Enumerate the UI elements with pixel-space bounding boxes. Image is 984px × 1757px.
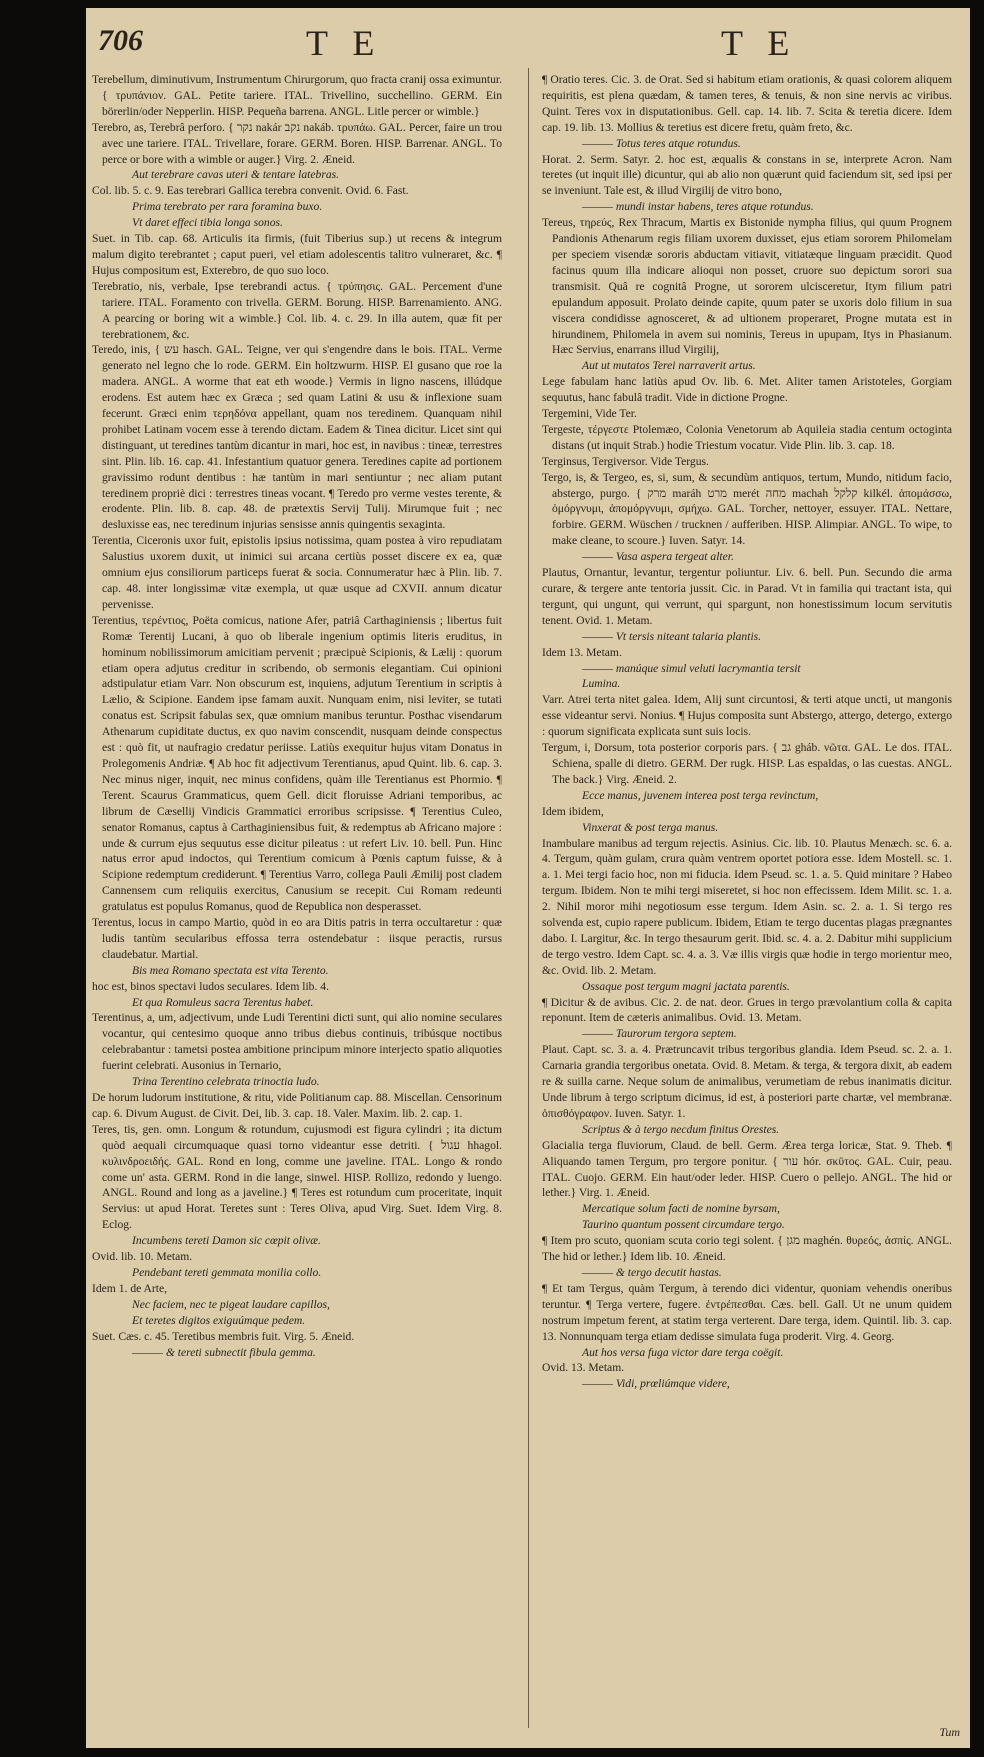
paragraph: Suet. Cæs. c. 45. Teretibus membris fuit. Virg. 5. Æneid. xyxy=(92,1329,355,1343)
dictionary-entry: Tergum, i, Dorsum, tota posterior corporis pars. { גב gháb. νῶτα. GAL. Le dos. ITAL. Schiena, spalle di dietro. GERM. Der rugk. HISP. Las espaldas, o las cuestas. ANGL. The back.} Virg. Æneid. 2. xyxy=(542,741,952,786)
verse-quotation: Aut hos versa fuga victor dare terga coëgit. xyxy=(582,1345,784,1359)
paragraph: Horat. 2. Serm. Satyr. 2. hoc est, æqualis & constans in se, interprete Acron. Nam teretes (ut inquit ille) dicuntur, qui ab alio non quærunt quid faciendum sit, sed ipsi per se inveniunt. Tale est, & illud Virgilij de vitro bono, xyxy=(542,152,952,198)
verse-quotation: Scriptus & à tergo necdum finitus Orestes. xyxy=(582,1122,780,1136)
paragraph: Col. lib. 5. c. 9. Eas terebrari Gallica terebra convenit. Ovid. 6. Fast. xyxy=(92,184,409,198)
verse-quotation: Vt daret effeci tibia longa sonos. xyxy=(132,216,283,230)
page-number: 706 xyxy=(98,24,143,57)
dictionary-entry: Terentius, τερέντιος, Poëta comicus, natione Afer, patriâ Carthaginiensis ; libertus fuit Romæ Terentij Lucani, à quo ob liberale ingenium optimis literis eruditus, in hominum nobilissimorum amicitiam pervenit ; præcipuè Scipionis, & Lælij : quorum etiam opera adjutus creditur in scribendo, ob sermonis elegantiam. Cui opinioni adstipulatur etiam Varr. Non obscurum est, inquiens, adjutum Terentium in scriptis à Lælio, & Scipione. Eandem ipse famam auxit. Nunquam enim, nisi leviter, se tutati conatus est. Scripsit fabulas sex, quæ omnium manibus teruntur. Posthac visendarum Athenarum cupiditate ductus, ex quo navim conscendit, nusquam deinde conspectus est : quò fit, ut naufragio credatur periisse. Latiùs exequitur hujus vitam Donatus in Prolegomenis Andriæ. ¶ Ab hoc fit adjectivum Terentianus, apud Quint. lib. 6. cap. 3. Nec minus niger, inquit, nec minus confidens, quàm ille Terentianus est Phormio. ¶ Terent. Scaurus Grammaticus, quem Gell. dicit floruisse Adriani temporibus, ac librum de Cæsellij Vindicis Grammatici erroribus scripsisse. ¶ Terentius Culeo, senator Romanus, captus à Carthaginiensibus fuit, & redemptus ab Africano majore : unde & currum ejus sequutus esse dicitur pileatus : ut refert Liv. 10. bell. Pun. Hinc natus error apud indoctos, qui Terentium comicum à Pœnis captum fuisse, & à Scipione redemptum crediderunt. ¶ Terentius Varro, collega Pauli Æmilij post cladem Cannensem cum reliquiis exercitus, Canusium se recepit. Cui Romam redeunti gratulatus est populus Romanus, quod de Republica non desperasset. xyxy=(92,613,502,914)
verse-quotation: Lumina. xyxy=(582,677,621,691)
verse-quotation: Nec faciem, nec te pigeat laudare capillos, xyxy=(132,1297,330,1311)
paragraph: Idem 1. de Arte, xyxy=(92,1281,168,1295)
paragraph: Suet. in Tib. cap. 68. Articulis ita firmis, (fuit Tiberius sup.) ut recens & integrum malum digito terebrantet ; caput pueri, vel etiam adolescentis talitro vulneraret, &c. ¶ Hujus compositum est, Exterebro, de quo suo loco. xyxy=(92,232,502,277)
paragraph: hoc est, binos spectavi ludos seculares. Idem lib. 4. xyxy=(92,979,329,993)
verse-quotation: Prima terebrato per rara foramina buxo. xyxy=(132,200,323,214)
dictionary-entry: Tergeste, τέργεστε Ptolemæo, Colonia Venetorum ab Aquileia stadia centum octoginta distans (ut inquit Strab.) hodie Triestum vocatur. Vide Plin. lib. 3. cap. 18. xyxy=(542,422,952,452)
column-rule xyxy=(528,68,529,1728)
dictionary-entry: Terentinus, a, um, adjectivum, unde Ludi Terentini dicti sunt, qui alio nomine seculares vocantur, qui centesimo quoque anno tribus diebus continuis, tribúsque noctibus celebrabantur : tametsi postea ambitione principum minore interjecto spatio aliquoties fuerint celebrati. Ausonius in Ternario, xyxy=(92,1011,502,1073)
paragraph: Ovid. 13. Metam. xyxy=(542,1361,625,1375)
dictionary-entry: Terebellum, diminutivum, Instrumentum Chirurgorum, quo fracta cranij ossa eximuntur. { τρυπάνιον. GAL. Petite tariere. ITAL. Trivellino, succhellino. GERM. Ein börerlin/oder Nepperlin. HISP. Pequeña barrena. ANGL. Litle percer or wimble.} xyxy=(92,73,502,118)
dictionary-entry: Teres, tis, gen. omn. Longum & rotundum, cujusmodi est figura cylindri ; ita dictum quòd aequali circumquaque quasi torno videantur esse detriti. { עגול hhagol. κυλινδροειδής. GAL. Rond en long, comme une javeline. ITAL. Longo & rondo come un' asta. GERM. Rond in die lange, sinwel. HISP. Rollizo, redondo y luengo. ANGL. Round and long as a javeline.} ¶ Teres est rotundum cum proceritate, inquit Servius: ut apud Horat. Teretes sunt : Teres Oliva, apud Virg. Suet. Idem Virg. 8. Eclog. xyxy=(92,1122,502,1232)
verse-quotation: ——— Vasa aspera tergeat alter. xyxy=(582,550,734,564)
paragraph: ¶ Et tam Tergus, quàm Tergum, à terendo dici videntur, quoniam vehendis oneribus teruntur. ¶ Terga vertere, fugere. ἐντρέπεσθαι. Cæs. bell. Gall. Ut ne unum quidem nostrum impetum ferent, at statim terga verterent. Dare terga, idem. Quintil. lib. 3. cap. 13. Nonnunquam terga etiam dedisse simulata fuga proderit. Virg. 4. Georg. xyxy=(542,1281,952,1343)
paragraph: Ovid. lib. 10. Metam. xyxy=(92,1250,193,1264)
dictionary-entry: Tergo, is, & Tergeo, es, si, sum, & secundùm antiquos, tertum, Mundo, nitidum facio, abstergo, purgo. { מרק maráh מרט merét מחה machah קלקל kilkél. ἀπομάσσω, ὀμόργνυμι, ἀπομόργνυμι, σμήχω. GAL. Torcher, nettoyer, essuyer. ITAL. Nettare, forbire. GERM. Wüschen / trucknen / aufferiben. HISP. Alimpiar. ANGL. To wipe, to make cleane, to scoure.} Iuven. Satyr. 14. xyxy=(542,470,952,548)
verse-quotation: ——— Vt tersis niteant talaria plantis. xyxy=(582,629,762,643)
verse-quotation: ——— manúque simul veluti lacrymantia tersit xyxy=(582,661,801,675)
dictionary-entry: Tereus, τηρεύς, Rex Thracum, Martis ex Bistonide nympha filius, qui quum Prognem Pandionis Athenarum regis filiam uxorem duxisset, ejus etiam sororem Philomelam per speciem visendæ sororis abductam vitiavit, vitiatæque linguam præcidit. Quod facinus quum illa indicare alioqui non posset, cruore suo depictum sorori sua transmisit. Quâ re cognitâ Progne, ut sororem ulcisceretur, Itym filium patri epulandum apposuit. Prolato deinde capite, quum pater se uxoris dolo filium in sua viscera condidisse agnosceret, & ad ultionem properaret, Progne mutata est in hirundinem, Philomela in avem sui nominis, Tereus in upupam, Itys in Phasianum. Hæc Servius, enarrans illud Virgilij, xyxy=(542,216,952,357)
verse-quotation: ——— Vidi, prœliúmque videre, xyxy=(582,1377,730,1391)
paragraph: Idem 13. Metam. xyxy=(542,645,622,659)
verse-quotation: ——— mundi instar habens, teres atque rotundus. xyxy=(582,200,814,214)
verse-quotation: Ossaque post tergum magni jactata parentis. xyxy=(582,979,790,993)
verse-quotation: ——— & tereti subnectit fibula gemma. xyxy=(132,1345,316,1359)
verse-quotation: ——— Taurorum tergora septem. xyxy=(582,1027,737,1041)
dictionary-entry: Terentus, locus in campo Martio, quòd in eo ara Ditis patris in terra occultaretur : quæ ludis tantùm secularibus effossa terra ostendebatur : iisque peractis, rursus claudebatur. Martial. xyxy=(92,916,502,961)
verse-quotation: Mercatique solum facti de nomine byrsam, xyxy=(582,1202,780,1216)
paragraph: Inambulare manibus ad tergum rejectis. Asinius. Cic. lib. 10. Plautus Menæch. sc. 6. a. 4. Tergum, quàm gulam, crura quàm ventrem oportet potiora esse. Idem Mostell. sc. 1. a. 1. Mei tergi facio hoc, non mi fiducia. Idem Pseud. sc. 1. a. 5. Quid minitare ? Habeo tergum. Ibidem. Non te mihi tergi miseretet, si hoc non effecissem. Idem Milit. sc. 1. a. 2. Nihil moror mihi negotiosum esse tergum. Idem Asin. sc. 2. a. 1. Si tergo res solvenda est, cupio rapere publicum. Ibidem, Etiam te tergo ducentas plagas prægnantes dabo. I. Largitur, &c. In tergo thesaurum gerit. Ibid. sc. 4. a. 2. Dabitur mihi supplicium de tergo vestro. Idem Capt. sc. 4. a. 3. Væ illis virgis quæ hodie in tergo morientur meo, &c. Ovid. lib. 2. Metam. xyxy=(542,836,952,977)
catchword: Tum xyxy=(939,1725,960,1739)
verse-quotation: Et teretes digitos exiguúmque pedem. xyxy=(132,1313,306,1327)
verse-quotation: Pendebant tereti gemmata monilia collo. xyxy=(132,1265,322,1279)
paragraph: Plaut. Capt. sc. 3. a. 4. Prætruncavit tribus tergoribus glandia. Idem Pseud. sc. 2. a. 1. Carnaria grandia tergoribus onetata. Ovid. 8. Metam. & terga, & tergora dixit, ab eadem re & suilla carne. Neque solum de animalibus, verumetiam de rebus inanimatis dicitur. Unde librum à tergo scriptum dicimus, id est, à posteriori parte chartæ, vel membranæ. ὀπισθόγραφον. Iuven. Satyr. 1. xyxy=(542,1043,952,1120)
paragraph: ¶ Oratio teres. Cic. 3. de Orat. Sed si habitum etiam orationis, & quasi colorem aliquem requiritis, est plena quædam, & tamen teres, & tenuis, & non sine nervis ac viribus. Quint. Teres vox in disputationibus. Gell. cap. 14. lib. 7. Scita & teretia dicere. Idem cap. 19. lib. 13. Mollius & teretius est dicere fretu, quàm freto, &c. xyxy=(542,73,952,134)
verse-quotation: Taurino quantum possent circumdare tergo. xyxy=(582,1218,785,1232)
paragraph: Idem ibidem, xyxy=(542,804,604,818)
verse-quotation: Vinxerat & post terga manus. xyxy=(582,820,719,834)
running-head-right: T E xyxy=(721,23,798,63)
verse-quotation: Incumbens tereti Damon sic cœpit olivæ. xyxy=(132,1234,321,1248)
dictionary-entry: Terebro, as, Terebrâ perforo. { נקר nakár נקב nakáb. τρυπάω. GAL. Percer, faire un trou avec une tariere. ITAL. Trivellare, forare. GERM. Boren. HISP. Barrenar. ANGL. To perce or bore with a wimble or auger.} Virg. 2. Æneid. xyxy=(92,120,502,166)
left-column xyxy=(92,72,502,1727)
verse-quotation: Ecce manus, juvenem interea post terga revinctum, xyxy=(582,788,819,802)
dictionary-entry: Teredo, inis, { עש hasch. GAL. Teigne, ver qui s'engendre dans le bois. ITAL. Verme generato nel legno che lo rode. GERM. Ein holtzwurm. HISP. El gusano que roe la madera. ANGL. A worme that eat eth woode.} Vermis in ligno nascens, illúdque erodens. Est autem hæc ex Græca ; sed quam Latini & usu & inflexione suam fecerunt. Græci enim τερηδόνα appellant, quam nos teredinem. Quanquam nihil prohibet Latinam vocem esse à terendo dictam. Eadem & Tinea dicitur. Licet sint qui distinguant, ut teredines tantùm dicantur in mari, hoc est, in navibus : tineæ, terrestres sint. Plin. lib. 16. cap. 41. Infestantium quatuor genera. Teredines capite ad portionem gravissimo rodunt dentibus : hæ tantùm in mari sentiuntur ; nec aliam putant teredinem propriè dici : terrestres tineas vocant. ¶ Teredo pro verme vestes terente, & erodente. Plin. lib. 8. cap. 48. de prætextis Servij Tulij. Mirumque fuit ; nec desluxisse eas, nec teredinum injurias sensisse annis quingentis sexaginta. xyxy=(92,343,502,532)
verse-quotation: Bis mea Romano spectata est vita Terento. xyxy=(132,963,329,977)
paragraph: Lege fabulam hanc latiùs apud Ov. lib. 6. Met. Aliter tamen Aristoteles, Gorgiam sequutus, hanc fabulâ tradit. Vide in dictione Progne. xyxy=(542,375,952,405)
paragraph: Varr. Atrei terta nitet galea. Idem, Alij sunt circuntosi, & terti atque uncti, ut mangonis esse videantur servi. Nonius. ¶ Hujus composita sunt Abstergo, attergo, detergo, extergo : quorum significata explicata sunt suis locis. xyxy=(542,693,952,739)
running-head-left: T E xyxy=(306,23,383,63)
paragraph: Plautus, Ornantur, levantur, tergentur poliuntur. Liv. 6. bell. Pun. Secundo die arma curare, & tergere ante tentoria jussit. Cic. in Parad. Vt in familia qui tractant ista, qui tergunt, qui ungunt, qui verrunt, qui spargunt, non honestissimum locum servitutis tenent. Ovid. 1. Metam. xyxy=(542,566,952,627)
dictionary-entry: Tergemini, Vide Ter. xyxy=(542,407,637,421)
right-column xyxy=(542,72,952,1727)
dictionary-entry: Terginsus, Tergiversor. Vide Tergus. xyxy=(542,454,709,468)
verse-quotation: Aut ut mutatos Terei narraverit artus. xyxy=(582,359,756,373)
paragraph: De horum ludorum institutione, & ritu, vide Politianum cap. 88. Miscellan. Censorinum cap. 6. Divum August. de Civit. Dei, lib. 3. cap. 18. Valer. Maxim. lib. 2. cap. 1. xyxy=(92,1091,502,1120)
paragraph: ¶ Dicitur & de avibus. Cic. 2. de nat. deor. Grues in tergo prævolantium colla & capita reponunt. Item de cæteris animalibus. Ovid. 13. Metam. xyxy=(542,995,952,1025)
dictionary-entry: Terebratio, nis, verbale, Ipse terebrandi actus. { τρύπησις. GAL. Percement d'une tariere. ITAL. Foramento con trivella. GERM. Borung. HISP. Barrenamiento. ANG. A pearcing or boring wit a wimble.} Col. lib. 4. c. 29. In illa autem, quæ fit per terebrationem, &c. xyxy=(92,279,502,341)
paragraph: ¶ Item pro scuto, quoniam scuta corio tegi solent. { מגן maghén. θυρεός, ἀσπίς. ANGL. The hid or lether.} Idem lib. 10. Æneid. xyxy=(542,1234,952,1264)
dictionary-entry: Terentia, Ciceronis uxor fuit, epistolis ipsius notissima, quam postea à viro repudiatam Salustius uxorem duxit, ut inimici sui arcana certiùs posset discere ex ea, quæ omnium ejus consiliorum particeps fuerat & socia. Connumeratur hæc à Plin. lib. 7. cap. 48. inter longissimæ vitæ exempla, ut quæ usque ad CXVII. annum dicatur pervenisse. xyxy=(92,534,502,611)
paragraph: Glacialia terga fluviorum, Claud. de bell. Germ. Ærea terga loricæ, Stat. 9. Theb. ¶ Aliquando tamen Tergum, pro tergore ponitur. { עור hór. σκῦτος. GAL. Cuir, peau. ITAL. Cuojo. GERM. Ein haut/oder leder. HISP. Cuero o pellejo. ANGL. The hid or lether.} Virg. 1. Æneid. xyxy=(542,1138,952,1200)
verse-quotation: Aut terebrare cavas uteri & tentare latebras. xyxy=(132,168,340,182)
verse-quotation: Trina Terentino celebrata trinoctia ludo. xyxy=(132,1075,320,1089)
verse-quotation: ——— Totus teres atque rotundus. xyxy=(582,136,741,150)
book-page xyxy=(86,8,970,1748)
verse-quotation: Et qua Romuleus sacra Terentus habet. xyxy=(132,995,314,1009)
verse-quotation: ——— & tergo decutit hastas. xyxy=(582,1265,722,1279)
